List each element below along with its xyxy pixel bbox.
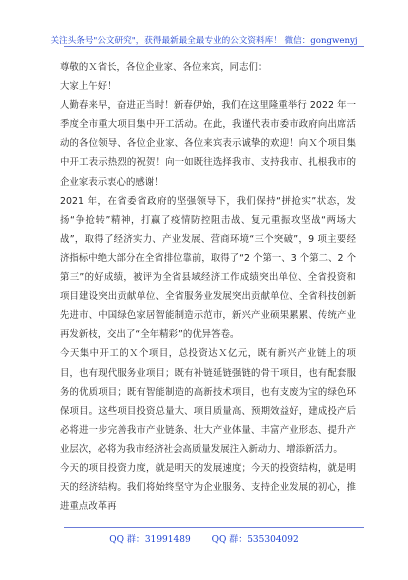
paragraph-projects: 今天集中开工的Ｘ个项目，总投资达Ｘ亿元，既有新兴产业链上的项目，也有现代服务业项目；既有补链延链强链的骨干项目，也有配套服务的优质项目；既有智能制造的高新技术项目，也有支废为宝的绿色环保项目。这些项目投资总量大、项目质量高、预期效益好，建成投产后必将进一步完善我市产业链条、壮大产业体量、丰富产业形态、提升产业层次，必将为我市经济社会高质量发展注入新动力、增添新活力。 xyxy=(60,348,356,455)
paragraph-2021-review: 2021 年，在省委省政府的坚强领导下，我们保持“拼抢实”状态，发扬“争抢转”精神，打赢了疫情防控阻击战、复元重振攻坚战“两场大战”，取得了经济实力、产业发展、营商环境“三个突破”，9 项主要经济指标中绝大部分在全省排位靠前，取得了“2 个第一、3 个第二、2 个第三”的好成绩，被评为全省县域经济工作成绩突出单位、全省投资和项目建设突出贡献单位、全省服务业发展突出贡献单位、全省科技创新先进市、中国绿色家居智能制造示范市，新兴产业硕果累累、传统产业再发新枝，交出了“全年精彩”的优异答卷。 xyxy=(60,195,356,341)
header-banner: 关注头条号"公文研究"，获得最新最全最专业的公文资料库！ 微信：gongwenyj xyxy=(50,36,358,46)
salutation: 尊敬的Ｘ省长，各位企业家、各位来宾，同志们： xyxy=(60,62,268,73)
header-divider xyxy=(64,46,364,47)
qq-group-1: QQ 群：31991489 xyxy=(109,535,191,545)
footer-banner xyxy=(0,532,408,545)
paragraph-opening: 人勤春来早，奋进正当时！新春伊始，我们在这里隆重举行 2022 年一季度全市重大项目集中开工活动。在此，我谨代表市委市政府向出席活动的各位领导、各位企业家、各位来宾表示诚挚的欢迎！向Ｘ个项目集中开工表示热烈的祝贺！向一如既往选择我市、支持我市、扎根我市的企业家表示衷心的感谢！ xyxy=(60,100,356,188)
greeting: 大家上午好！ xyxy=(60,81,117,93)
document-body xyxy=(60,58,356,516)
footer-divider xyxy=(64,527,364,528)
paragraph-investment: 今天的项目投资力度，就是明天的发展速度；今天的投资结构，就是明天的经济结构。我们将始终坚守为企业服务、支持企业发展的初心，推进重点改革再 xyxy=(60,462,356,513)
qq-group-2: QQ 群：535304092 xyxy=(211,535,299,545)
